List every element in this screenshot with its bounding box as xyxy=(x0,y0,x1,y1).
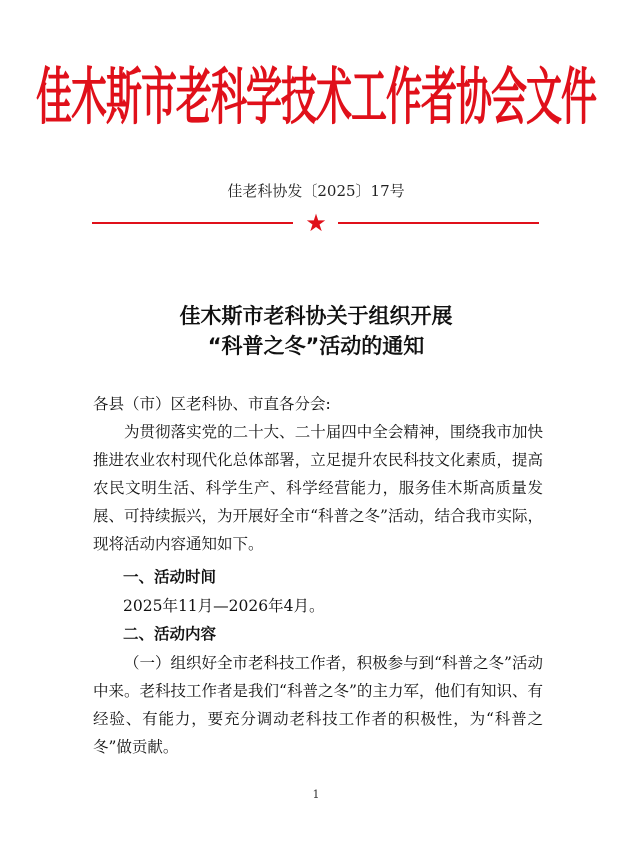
page-number: 1 xyxy=(312,788,320,801)
section1-content: 2025年11月—2026年4月。 xyxy=(123,597,325,615)
section2-paragraph: （一）组织好全市老科技工作者，积极参与到“科普之冬”活动中来。老科技工作者是我们“科普之冬”的主力军，他们有知识、有经验、有能力，要充分调动老科技工作者的积极性，为“科普之冬”做贡献。 xyxy=(93,654,543,756)
red-divider-right xyxy=(338,222,539,224)
intro-paragraph: 为贯彻落实党的二十大、二十届四中全会精神，围绕我市加快推进农业农村现代化总体部署，立足提升农民科技文化素质，提高农民文明生活、科学生产、科学经营能力，服务佳木斯高质量发展、可持续振兴，为开展好全市“科普之冬”活动，结合我市实际，现将活动内容通知如下。 xyxy=(93,423,543,553)
masthead-title: 佳木斯市老科学技术工作者协会文件 xyxy=(35,63,597,134)
section1-heading: 一、活动时间 xyxy=(123,568,217,586)
red-divider-left xyxy=(92,222,293,224)
section2-heading: 二、活动内容 xyxy=(123,625,217,643)
red-star-icon: ★ xyxy=(305,209,327,237)
document-number: 佳老科协发〔2025〕17号 xyxy=(227,182,405,200)
greeting: 各县（市）区老科协、市直各分会: xyxy=(93,395,331,413)
document-title-line1: 佳木斯市老科协关于组织开展 xyxy=(179,304,453,328)
document-title-line2: “科普之冬”活动的通知 xyxy=(207,334,425,358)
